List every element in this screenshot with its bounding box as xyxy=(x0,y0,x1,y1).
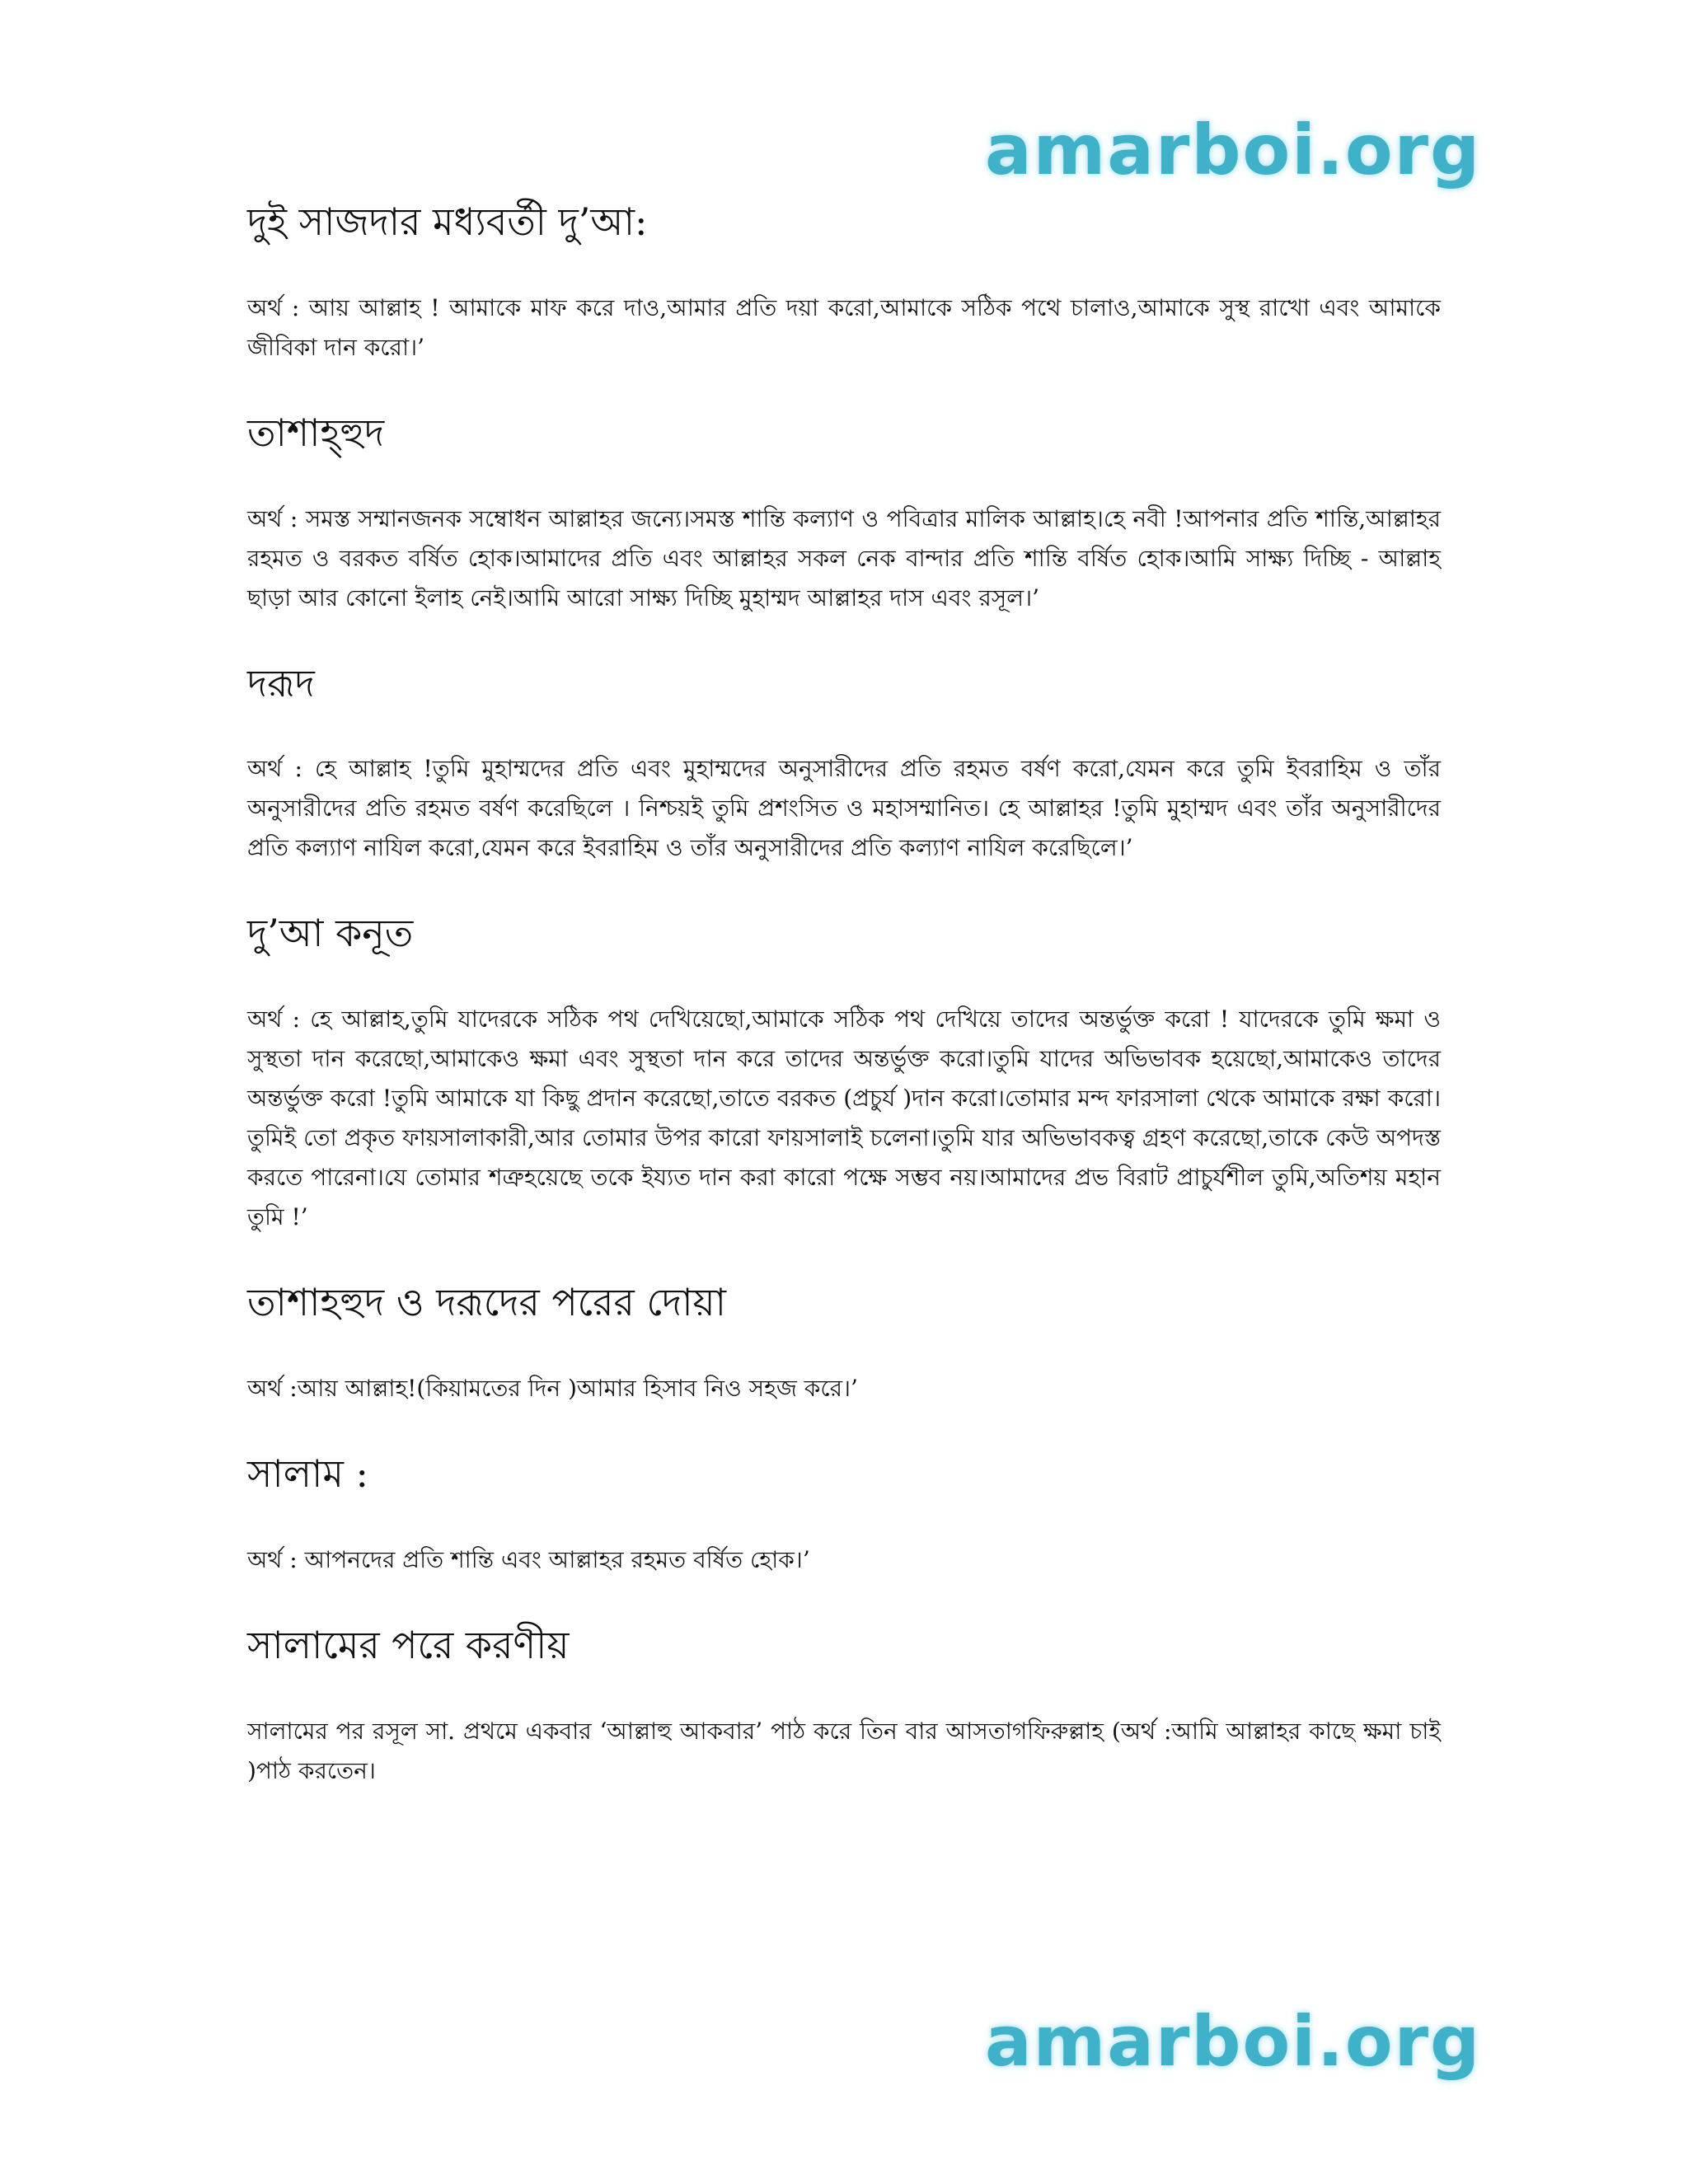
watermark-logo-top: amarboi.org xyxy=(985,110,1482,190)
section-after-salam xyxy=(247,1621,1441,1791)
section-text: অর্থ :আয় আল্লাহ!(কিয়ামতের দিন )আমার হিসাব নিও সহজ করে।’ xyxy=(247,1374,858,1402)
section-text: অর্থ : আপনদের প্রতি শান্তি এবং আল্লাহর রহমত বর্ষিত হোক।’ xyxy=(247,1545,810,1573)
section-heading: সালামের পরে করণীয় xyxy=(247,1622,570,1667)
section-text: অর্থ : সমস্ত সম্মানজনক সম্বোধন আল্লাহর জন্যে।সমস্ত শান্তি কল্যাণ ও পবিত্রার মালিক আল্লাহ।হে নবী !আপনার প্রতি শান্তি,আল্লাহর রহমত ও বরকত বর্ষিত হোক।আমাদের প্রতি এবং আল্লাহর সকল নেক বান্দার প্রতি শান্তি বর্ষিত হোক।আমি সাক্ষ্য দিচ্ছি - আল্লাহ ছাড়া আর কোনো ইলাহ নেই।আমি আরো সাক্ষ্য দিচ্ছি মুহাম্মদ আল্লাহর দাস এবং রসূল।’ xyxy=(247,504,1441,612)
section-heading: দু’আ কনূত xyxy=(247,911,414,956)
section-dua-qunoot xyxy=(247,909,1441,1237)
section-heading: দুই সাজদার মধ্যবর্তী দু’আ: xyxy=(247,199,648,244)
section-heading: তাশাহহুদ ও দরূদের পরের দোয়া xyxy=(247,1280,726,1325)
section-dua-after-durood xyxy=(247,1278,1441,1408)
section-durood xyxy=(247,659,1441,869)
section-tashahhud xyxy=(247,409,1441,618)
section-sajdah-dua xyxy=(247,198,1441,368)
section-heading: দরূদ xyxy=(247,660,315,705)
section-heading: তাশাহ্হুদ xyxy=(247,410,385,455)
section-text: সালামের পর রসূল সা. প্রথমে একবার ‘আল্লাহু আকবার’ পাঠ করে তিন বার আসতাগফিরুল্লাহ (অর্থ :আমি আল্লাহর কাছে ক্ষমা চাই )পাঠ করতেন। xyxy=(247,1717,1441,1784)
section-text: অর্থ : আয় আল্লাহ ! আমাকে মাফ করে দাও,আমার প্রতি দয়া করো,আমাকে সঠিক পথে চালাও,আমাকে সুস্থ রাখো এবং আমাকে জীবিকা দান করো।’ xyxy=(247,293,1441,361)
section-text: অর্থ : হে আল্লাহ !তুমি মুহাম্মদের প্রতি এবং মুহাম্মদের অনুসারীদের প্রতি রহমত বর্ষণ করো,যেমন করে তুমি ইবরাহিম ও তাঁর অনুসারীদের প্রতি রহমত বর্ষণ করেছিলে । নিশ্চয়ই তুমি প্রশংসিত ও মহাসম্মানিত। হে আল্লাহর !তুমি মুহাম্মদ এবং তাঁর অনুসারীদের প্রতি কল্যাণ নাযিল করো,যেমন করে ইবরাহিম ও তাঁর অনুসারীদের প্রতি কল্যাণ নাযিল করেছিলে।’ xyxy=(247,755,1441,862)
watermark-logo-bottom: amarboi.org xyxy=(985,2001,1482,2082)
document-body xyxy=(247,198,1441,1832)
section-heading: সালাম : xyxy=(247,1451,369,1496)
section-salam xyxy=(247,1450,1441,1580)
section-text: অর্থ : হে আল্লাহ,তুমি যাদেরকে সঠিক পথ দেখিয়েছো,আমাকে সঠিক পথ দেখিয়ে তাদের অন্তর্ভুক্ত করো ! যাদেরকে তুমি ক্ষমা ও সুস্থতা দান করেছো,আমাকেও ক্ষমা এবং সুস্থতা দান করে তাদের অন্তর্ভুক্ত করো।তুমি যাদের অভিভাবক হয়েছো,আমাকেও তাদের অন্তর্ভুক্ত করো !তুমি আমাকে যা কিছু প্রদান করেছো,তাতে বরকত (প্রচুর্য )দান করো।তোমার মন্দ ফারসালা থেকে আমাকে রক্ষা করো। তুমিই তো প্রকৃত ফায়সালাকারী,আর তোমার উপর কারো ফায়সালাই চলেনা।তুমি যার অভিভাবকত্ব গ্রহণ করেছো,তাকে কেউ অপদস্ত করতে পারেনা।যে তোমার শত্রুহয়েছে তকে ইয্যত দান করা কারো পক্ষে সম্ভব নয়।আমাদের প্রভ বিরাট প্রাচুর্যশীল তুমি,অতিশয় মহান তুমি !’ xyxy=(247,1005,1441,1231)
